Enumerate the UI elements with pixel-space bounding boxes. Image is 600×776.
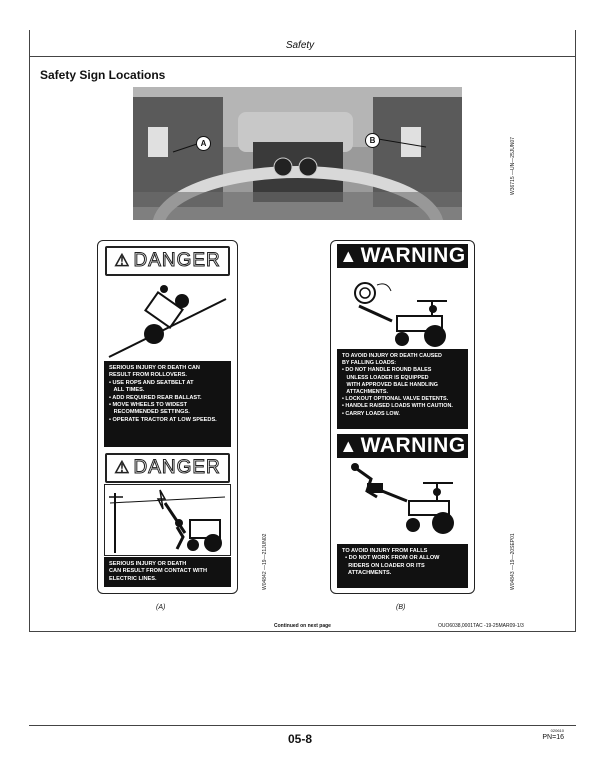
danger-sign-a <box>97 240 238 594</box>
footer-pn: PN=16 <box>542 734 564 741</box>
footer-rule <box>29 725 576 726</box>
warning-triangle-icon: ⚠ <box>114 251 131 270</box>
content-bottom-rule <box>29 631 576 632</box>
warning-sign-b <box>330 240 475 594</box>
sign-b-caption: (B) <box>396 604 406 611</box>
danger-header-top: ⚠ DANGER <box>105 246 230 276</box>
warning-header-top: ▲ WARNING <box>337 244 468 268</box>
warning-triangle-icon: ▲ <box>339 435 358 456</box>
electric-lines-pictogram <box>104 484 231 556</box>
left-frame-rule <box>29 30 30 632</box>
sign-a-code: W04842 —19—21JUN02 <box>262 533 268 590</box>
section-header: Safety <box>285 40 315 51</box>
warning-triangle-icon: ▲ <box>339 245 358 266</box>
page-number: 05-8 <box>287 732 313 746</box>
callout-b: B <box>365 133 380 148</box>
falls-message: TO AVOID INJURY FROM FALLS • DO NOT WORK FROM OR ALLOW RIDERS ON LOADER OR ITS ATTACHMENTS. <box>337 544 468 588</box>
photo-code: W36715 —UN—25JUN07 <box>510 136 516 195</box>
rollover-message: SERIOUS INJURY OR DEATH CAN RESULT FROM ROLLOVERS. • USE ROPS AND SEATBELT AT ALL TIMES. • ADD REQUIRED REAR BALLAST. • MOVE WHEELS TO WIDEST RECOMMENDED SETTINGS. • OPERATE TRACTOR AT LOW SPEEDS. <box>104 361 231 447</box>
callout-a: A <box>196 136 211 151</box>
header-rule <box>29 56 576 57</box>
danger-header-bottom: ⚠ DANGER <box>105 453 230 483</box>
right-frame-rule <box>575 30 576 632</box>
page-title: Safety Sign Locations <box>40 68 166 82</box>
tractor-photo <box>133 87 462 220</box>
falling-load-pictogram <box>337 271 468 351</box>
sign-a-caption: (A) <box>156 604 166 611</box>
rollover-pictogram <box>104 279 231 359</box>
sign-b-code: W04843 —19—20SEP01 <box>510 533 516 590</box>
doc-reference: OUO6038,0001TAC -19-25MAR09-1/3 <box>438 623 524 629</box>
footer-code: 020610 <box>550 728 564 733</box>
warning-header-bottom: ▲ WARNING <box>337 434 468 458</box>
electric-lines-message: SERIOUS INJURY OR DEATH CAN RESULT FROM CONTACT WITH ELECTRIC LINES. <box>104 557 231 587</box>
warning-triangle-icon: ⚠ <box>114 458 131 477</box>
falling-loads-message: TO AVOID INJURY OR DEATH CAUSED BY FALLING LOADS: • DO NOT HANDLE ROUND BALES UNLESS LOADER IS EQUIPPED WITH APPROVED BALE HANDLING ATTACHMENTS. • LOCKOUT OPTIONAL VALVE DETENTS. • HANDLE RAISED LOADS WITH CAUTION. • CARRY LOADS LOW. <box>337 349 468 429</box>
continued-note: Continued on next page <box>274 623 331 629</box>
falls-pictogram <box>337 461 468 539</box>
